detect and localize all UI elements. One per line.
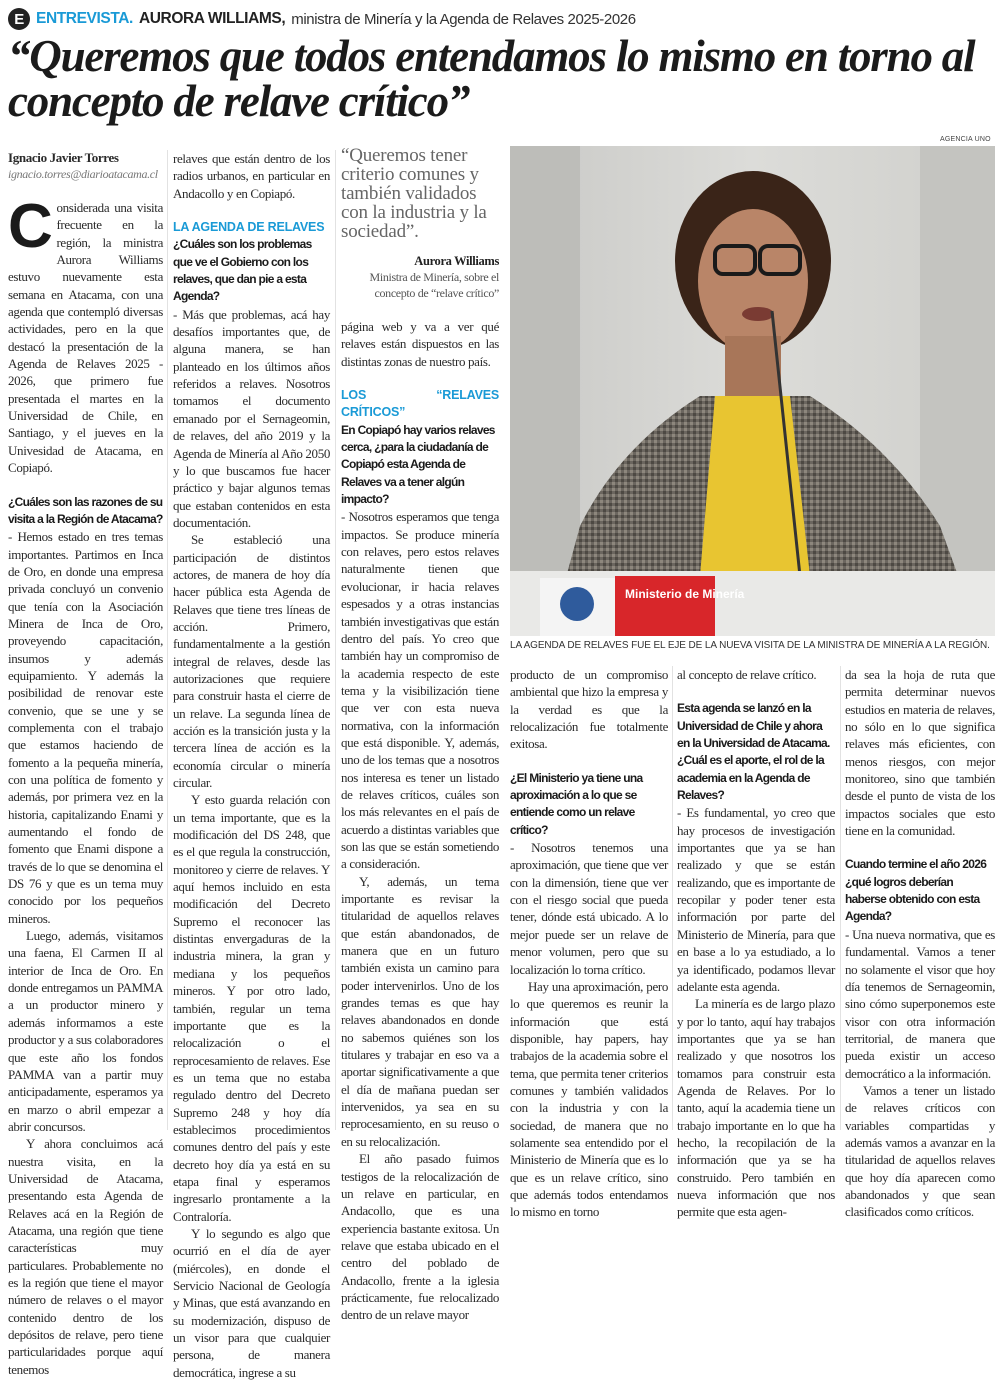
interview-question: ¿Cuáles son las razones de su visita a la Región de Atacama? bbox=[8, 494, 163, 526]
article-kicker bbox=[8, 7, 636, 31]
body-paragraph: Se estableció una participación de distintos actores, de manera de hoy día hacer pública esta Agenda de Relaves que tiene tres líneas de acción. Primero, fundamentalmente a la gestión integral de relaves, desde las autorizaciones que requiere para construir hasta el cierre de un relave. La segunda línea de acción es la transición justa y la tercera línea de acción es la economía circular o minería circular. bbox=[173, 532, 330, 791]
body-paragraph: Y ahora concluimos acá nuestra visita, en la Universidad de Atacama, presentando esta Agenda de Relaves acá en la Región de Atacama, una región que tiene características muy particulares. Probablemente no es la región que tiene el mayor número de relaves o el mayor contenido dentro de los depósitos de relave, pero tiene particularidades porque aquí tenemos bbox=[8, 1136, 163, 1377]
body-paragraph: Y lo segundo es algo que ocurrió en el día de ayer (miércoles), en donde el Servicio Nacional de Geología y Minas, que está avanzando en su modernización, dispuso de un visor para que cualquier persona, de manera democrática, ingrese a su bbox=[173, 1225, 330, 1380]
section-heading: LOS “RELAVES CRÍTICOS” bbox=[341, 388, 499, 420]
body-paragraph: Luego, además, visitamos una faena, El Carmen II al interior de Inca de Oro. En donde entregamos un PAMMA a un productor minero y además informamos a este productor y a sus colaboradores que este año los fondos PAMMA van a partir muy anticipadamente, esperamos ya en marzo o abril empezar a abrir concursos. bbox=[8, 928, 163, 1134]
photo-caption: LA AGENDA DE RELAVES FUE EL EJE DE LA NUEVA VISITA DE LA MINISTRA DE MINERÍA A LA REGIÓN. bbox=[510, 640, 990, 651]
ministry-sign-text: Ministerio de Minería bbox=[625, 587, 745, 601]
article-column-6 bbox=[845, 666, 995, 1221]
article-column-4 bbox=[510, 666, 668, 1221]
body-paragraph: producto de un compromiso ambiental que hizo la empresa y la verdad es que la relocalización fue totalmente exitosa. bbox=[510, 667, 668, 752]
body-paragraph: Y esto guarda relación con un tema importante, que es la modificación del DS 248, que es el que regula la construcción, monitoreo y cierre de relaves. Y aquí hemos incluido en esta modificación del Decreto Supremo el reconocer las distintas envergaduras de la industria minera, la gran y mediana y los pequeños mineros. Y por otro lado, también, regular un tema importante que es la relocalización o el reprocesamiento de relaves. Ese es un tema que no estaba regulado dentro del Decreto Supremo 248 y hoy día establecimos procedimientos comunes dentro del país y este decreto hoy día ya está en su etapa final y esperamos ingresarlo prontamente a la Contraloría. bbox=[173, 792, 330, 1224]
author-name: Ignacio Javier Torres bbox=[8, 150, 119, 165]
body-paragraph: relaves que están dentro de los radios urbanos, en particular en Andacollo y en Copiapó. bbox=[173, 151, 330, 201]
drop-cap: C bbox=[8, 192, 53, 261]
article-column-3 bbox=[341, 146, 499, 1324]
body-paragraph: - Es fundamental, yo creo que hay procesos de investigación importantes que ya se han realizado y que se están realizando, que es importante de recopilar y poder tener esta información por parte del Ministerio de Minería, para que en base a lo ya estudiado, a lo ya identificado, podamos llevar adelante esta agenda. bbox=[677, 805, 835, 994]
lead-paragraph bbox=[8, 192, 163, 477]
body-paragraph: La minería es de largo plazo y por lo tanto, aquí hay trabajos importantes que ya se han realizado y que nosotros los tomamos para construir esta Agenda de Relaves. Por lo tanto, aquí la academia tiene un trabajo importante en lo que ha hecho, la recopilación de la información que ya se ha construido. Pero también en nueva información que nos permite que esta agen- bbox=[677, 996, 835, 1220]
pull-quote-name: Aurora Williams bbox=[414, 254, 499, 268]
column-divider bbox=[840, 666, 841, 1130]
article-column-1 bbox=[8, 150, 163, 1378]
interviewee-role: ministra de Minería y la Agenda de Relaves 2025-2026 bbox=[291, 10, 636, 28]
column-divider bbox=[672, 666, 673, 1130]
body-paragraph: Y, además, un tema importante es revisar la titularidad de aquellos relaves que están abandonados, de manera que en un futuro también exista un camino para poder intervenirlos. Uno de los grandes temas es que hay relaves abandonados en donde no sabemos quiénes son los titulares y trabajar en eso va a aportar significativamente a que el día de mañana puedan ser intervenidos, ya sea en su reprocesamiento, en su reuso o en su relocalización. bbox=[341, 873, 499, 1149]
body-paragraph: Hay una aproximación, pero lo que queremos es reunir la información que está disponible, hay papers, hay trabajos de la academia sobre el tema, que permita tener criterios comunes y también validados con la industria y con la sociedad, de manera que no solamente sea entendido por el Ministerio de Minería que es lo que es un relave crítico, sino que además todos entendamos lo mismo en torno bbox=[510, 978, 668, 1220]
section-label: ENTREVISTA. bbox=[36, 10, 133, 27]
article-photo bbox=[510, 146, 995, 636]
body-paragraph: - Hemos estado en tres temas importantes. Partimos en Inca de Oro, en donde una empresa privada concluyó un convenio que tenía con la Asociación Minera de Inca de Oro, proveyendo capacitación, insumos y además equipamiento. Y además la posibilidad de renovar este convenio, que se une y se complementa con el trabajo que estamos haciendo de fomento a la pequeña minería, con una política de fomento y además, por primera vez en la historia, capitalizando Enami y aumentando el fondo de fomento que Enami dispone a través de lo que se denomina el DS 76 y que es un tema muy conocido por los pequeños mineros. bbox=[8, 529, 163, 926]
section-badge-icon: E bbox=[8, 8, 30, 30]
body-paragraph: - Más que problemas, acá hay desafíos importantes que, de alguna manera, se han planteado en los últimos años referidos a relaves. Nosotros tomamos el documento emanado por el Sernageomin, de relaves, del año 2019 y la Agenda de Minería al Año 2050 y lo que buscamos fue hacer práctico y bajar algunos temas que estaban contenidos en esta documentación. bbox=[173, 306, 331, 530]
interview-question: ¿Cuáles son los problemas que ve el Gobierno con los relaves, que dan pie a esta Agenda? bbox=[173, 237, 312, 304]
body-paragraph: - Nosotros esperamos que tenga impactos. Se produce minería con relaves, pero estos relaves naturalmente tienen que evolucionar, ir hacia relaves espesados y a otras instancias también investigativas que están dentro del país. Yo creo que también hay un compromiso de la academia respecto de este tema y la visibilización tiene que ver con esta nueva normativa, con la información que está disponible. Y, además, uno de los temas que a nosotros nos interesa es tener un listado de relaves críticos, cuáles son los más relevantes en el país de acuerdo a distintas variables que son las que se están sometiendo a consideración. bbox=[341, 509, 499, 872]
lead-text: onsiderada una visita frecuente en la región, la ministra Aurora Williams estuvo nuevamente esta semana en Atacama, con una agenda que contempló diversas actividades, pero en la que destacó la presentación de la Agenda de Relaves 2025 - 2026, que primero fue presentada el martes en la Universidad de Chile, en Santiago, y el jueves en la Univesidad de Atacama, en Copiapó. bbox=[8, 200, 163, 476]
body-paragraph: El año pasado fuimos testigos de la relocalización de un relave en particular, en Andacollo, que es una experiencia bastante exitosa. Un relave que estaba ubicado en el centro del poblado de Andacollo, frente a la iglesia prácticamente, fue relocalizado dentro de un relave mayor bbox=[341, 1151, 499, 1323]
body-paragraph: - Nosotros tenemos una aproximación, que tiene que ver con la dimensión, tiene que ver con el riesgo social que pueda tener, dónde está ubicado. A lo mejor puede ser un relave de menor volumen, pero que su localización lo torna crítico. bbox=[510, 840, 668, 977]
article-column-5 bbox=[677, 666, 835, 1221]
body-paragraph: Vamos a tener un listado de relaves críticos con variables compartidas y además vamos a avanzar en la titularidad de aquellos relaves que hoy día aparecen como abandonados y que sean clasificados como críticos. bbox=[845, 1082, 995, 1220]
photo-credit: AGENCIA UNO bbox=[940, 136, 991, 143]
ministry-sign bbox=[615, 576, 715, 636]
interview-question: ¿El Ministerio ya tiene una aproximación a lo que se entiende como un relave crítico? bbox=[510, 770, 643, 837]
pull-quote-attribution bbox=[341, 253, 499, 301]
column-divider bbox=[167, 150, 168, 1130]
pull-quote-role: Ministra de Minería, sobre el concepto de “relave crítico” bbox=[369, 270, 499, 300]
pull-quote-text: “Queremos tener criterio comunes y también validados con la industria y la sociedad”. bbox=[341, 145, 487, 242]
article-column-2 bbox=[173, 150, 330, 1381]
face bbox=[698, 209, 808, 353]
body-paragraph: da sea la hoja de ruta que permita determinar nuevos estudios en materia de relaves, no sólo en lo que significa relaves más eficientes, con menos riesgos, con mejor monitoreo, sino que también desde el punto de vista de los impactos sociales que esto tiene en la comunidad. bbox=[845, 667, 995, 839]
author-email[interactable]: ignacio.torres@diarioatacama.cl bbox=[8, 167, 158, 181]
pull-quote bbox=[341, 146, 499, 301]
body-paragraph: página web y va a ver qué relaves están dispuestos en las distintas zonas de nuestro país. bbox=[341, 319, 499, 369]
section-heading: LA AGENDA DE RELAVES bbox=[173, 220, 325, 235]
interviewee-name: AURORA WILLIAMS, bbox=[138, 10, 286, 27]
interview-question: Esta agenda se lanzó en la Universidad de Chile y ahora en la Universidad de Atacama. ¿Cuál es el aporte, el rol de la academia en la Agenda de Relaves? bbox=[677, 701, 830, 803]
interview-question: Cuando termine el año 2026 ¿qué logros deberían haberse obtenido con esta Agenda? bbox=[845, 857, 987, 924]
column-divider bbox=[335, 150, 336, 1130]
headline: “Queremos que todos entendamos lo mismo en torno al concepto de relave crítico” bbox=[8, 31, 975, 126]
coat-of-arms-icon bbox=[560, 587, 594, 621]
body-paragraph: al concepto de relave crítico. bbox=[677, 667, 817, 682]
interview-question: En Copiapó hay varios relaves cerca, ¿para la ciudadanía de Copiapó esta Agenda de Relaves va a tener algún impacto? bbox=[341, 422, 495, 507]
body-paragraph: - Una nueva normativa, que es fundamental. Vamos a tener no solamente el visor que hoy día tenemos de Sernageomin, sino cómo superponemos este visor con otra información territorial, de manera que pueda existir un acceso democrático a la información. bbox=[845, 926, 995, 1081]
minister-photo-illustration bbox=[510, 146, 995, 636]
